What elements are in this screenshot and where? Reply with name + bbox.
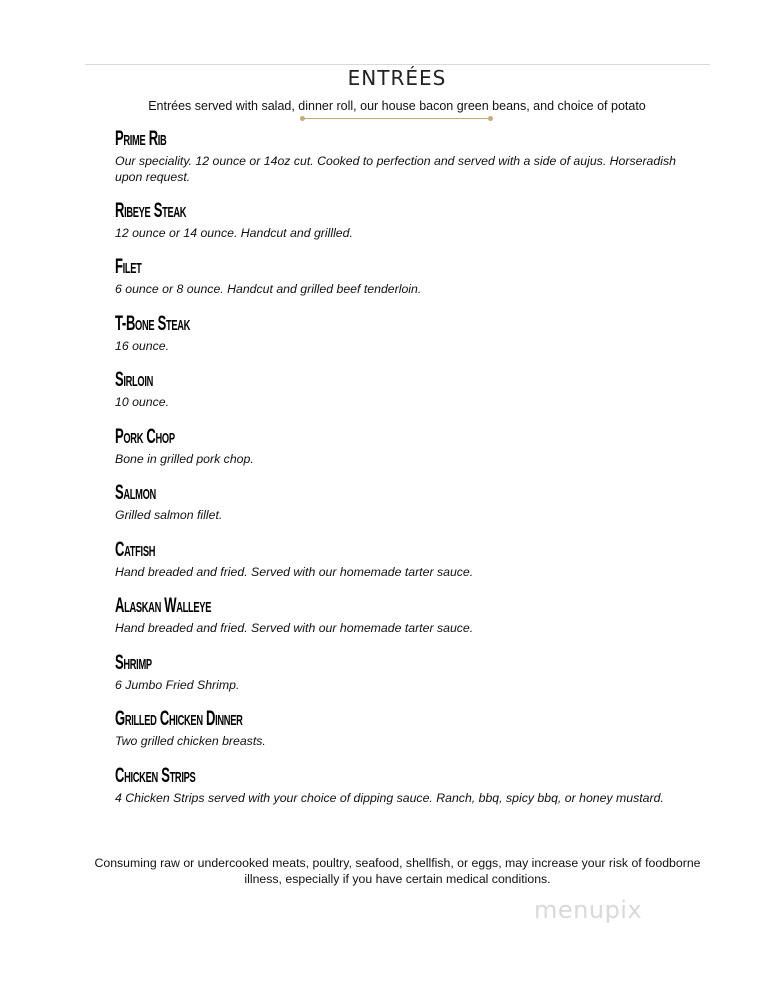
item-description: 6 ounce or 8 ounce. Handcut and grilled beef tenderloin. bbox=[115, 282, 422, 296]
menu-item-alaskan-walleye bbox=[115, 591, 715, 637]
divider-line bbox=[302, 118, 491, 119]
menu-item-catfish bbox=[115, 535, 715, 581]
item-name: Chicken Strips bbox=[115, 764, 196, 787]
top-divider-rule bbox=[85, 64, 710, 65]
menu-item-pork-chop bbox=[115, 422, 715, 468]
item-name: Alaskan Walleye bbox=[115, 594, 212, 617]
item-name: T-Bone Steak bbox=[115, 312, 191, 335]
menu-item-grilled-chicken-dinner bbox=[115, 704, 715, 750]
item-description: 4 Chicken Strips served with your choice of dipping sauce. Ranch, bbq, spicy bbq, or honey mustard. bbox=[115, 791, 664, 805]
ornamental-divider bbox=[300, 116, 493, 122]
item-description: 6 Jumbo Fried Shrimp. bbox=[115, 678, 240, 692]
item-name: Prime Rib bbox=[115, 127, 167, 150]
item-description: Grilled salmon fillet. bbox=[115, 508, 223, 522]
menu-item-chicken-strips bbox=[115, 761, 715, 807]
section-subtitle: Entrées served with salad, dinner roll, our house bacon green beans, and choice of potato bbox=[148, 99, 646, 113]
item-name: Salmon bbox=[115, 481, 156, 504]
item-description: 12 ounce or 14 ounce. Handcut and grillled. bbox=[115, 226, 353, 240]
item-description: 16 ounce. bbox=[115, 339, 170, 353]
menu-item-salmon bbox=[115, 478, 715, 524]
item-name: Pork Chop bbox=[115, 425, 175, 448]
item-description: Hand breaded and fried. Served with our homemade tarter sauce. bbox=[115, 565, 474, 579]
item-description: Our speciality. 12 ounce or 14oz cut. Cooked to perfection and served with a side of aujus. Horseradish upon request. bbox=[115, 154, 676, 184]
item-name: Shrimp bbox=[115, 651, 152, 674]
menu-item-filet bbox=[115, 252, 715, 298]
section-title: ENTRÉES bbox=[347, 66, 447, 90]
item-name: Catfish bbox=[115, 538, 156, 561]
item-description: Bone in grilled pork chop. bbox=[115, 452, 254, 466]
divider-dot-left bbox=[300, 116, 305, 121]
item-description: Two grilled chicken breasts. bbox=[115, 734, 266, 748]
item-name: Ribeye Steak bbox=[115, 199, 187, 222]
item-name: Grilled Chicken Dinner bbox=[115, 707, 243, 730]
menu-item-sirloin bbox=[115, 365, 715, 411]
menu-item-prime-rib bbox=[115, 124, 715, 185]
food-safety-disclaimer: Consuming raw or undercooked meats, poultry, seafood, shellfish, or eggs, may increase your risk of foodborne illness, especially if you have certain medical conditions. bbox=[94, 856, 701, 886]
item-description: 10 ounce. bbox=[115, 395, 170, 409]
divider-dot-right bbox=[488, 116, 493, 121]
item-name: Filet bbox=[115, 255, 142, 278]
item-name: Sirloin bbox=[115, 368, 154, 391]
menu-item-ribeye-steak bbox=[115, 196, 715, 242]
menu-item-t-bone-steak bbox=[115, 309, 715, 355]
menu-item-shrimp bbox=[115, 648, 715, 694]
menupix-watermark: menupix bbox=[534, 896, 643, 924]
item-description: Hand breaded and fried. Served with our homemade tarter sauce. bbox=[115, 621, 474, 635]
